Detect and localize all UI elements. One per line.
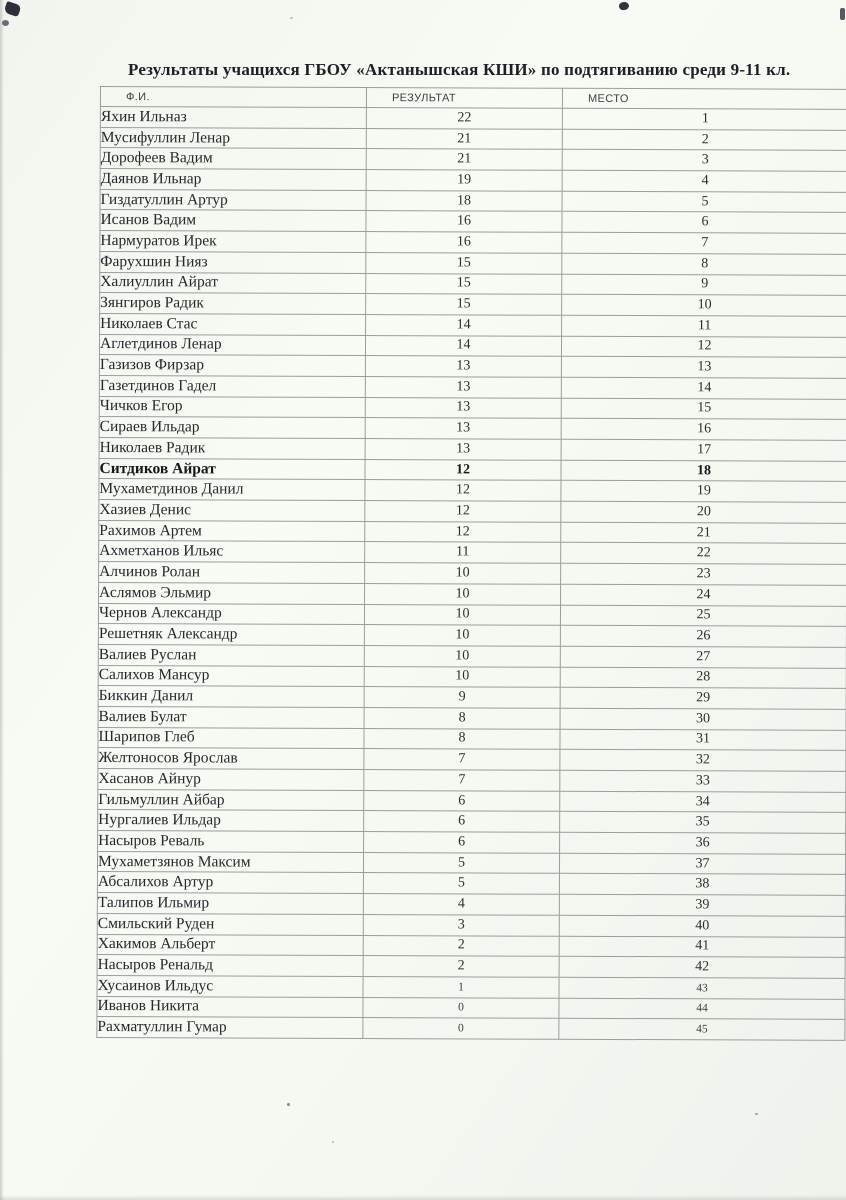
student-name-cell: Иванов Никита <box>97 996 363 1018</box>
student-name-cell: Чичков Егор <box>99 396 365 418</box>
table-row <box>100 189 846 213</box>
student-name-cell: Ситдиков Айрат <box>99 458 365 480</box>
place-cell: 5 <box>562 191 846 213</box>
table-row <box>100 293 846 317</box>
scan-artifact <box>840 8 845 20</box>
place-cell: 26 <box>560 625 846 647</box>
table-row <box>100 313 846 337</box>
table-row <box>99 375 846 399</box>
scan-speck <box>332 1141 334 1143</box>
place-cell: 41 <box>559 936 845 958</box>
place-cell: 33 <box>560 770 846 792</box>
result-cell: 10 <box>364 604 560 625</box>
table-row <box>100 251 846 275</box>
place-cell: 9 <box>562 274 846 296</box>
table-row <box>98 748 846 772</box>
place-cell: 12 <box>561 336 846 358</box>
student-name-cell: Нармуратов Ирек <box>100 231 366 253</box>
header-place-column: МЕСТО <box>562 88 846 109</box>
scan-speck <box>290 17 293 19</box>
place-cell: 17 <box>561 439 846 461</box>
table-row <box>100 127 846 151</box>
result-cell: 12 <box>365 480 561 501</box>
scan-edge-shadow-bottom <box>0 1195 846 1200</box>
place-cell: 34 <box>560 791 846 813</box>
place-cell: 13 <box>561 357 846 379</box>
place-cell: 44 <box>559 998 845 1020</box>
student-name-cell: Валиев Руслан <box>98 644 364 666</box>
table-row <box>100 148 846 172</box>
result-cell: 5 <box>363 873 559 894</box>
student-name-cell: Газетдинов Гадел <box>99 375 365 397</box>
table-row <box>97 851 845 875</box>
place-cell: 42 <box>559 956 845 978</box>
table-row <box>97 872 845 896</box>
place-cell: 22 <box>561 543 846 565</box>
place-cell: 20 <box>561 501 846 523</box>
student-name-cell: Насыров Ренальд <box>97 955 363 977</box>
result-cell: 12 <box>365 501 561 522</box>
place-cell: 35 <box>560 812 846 834</box>
scan-speck <box>755 1113 758 1115</box>
table-row <box>99 582 846 606</box>
result-cell: 12 <box>365 521 561 542</box>
place-cell: 38 <box>559 874 845 896</box>
table-row <box>99 334 846 358</box>
student-name-cell: Биккин Данил <box>98 686 364 708</box>
table-row <box>99 458 846 482</box>
table-row <box>99 355 846 379</box>
result-cell: 6 <box>364 790 560 811</box>
table-row <box>98 603 846 627</box>
student-name-cell: Ахметханов Ильяс <box>99 541 365 563</box>
place-cell: 36 <box>560 832 846 854</box>
result-cell: 14 <box>366 314 562 335</box>
result-cell: 2 <box>363 956 559 977</box>
table-row <box>98 768 846 792</box>
place-cell: 24 <box>561 584 846 606</box>
table-row <box>99 500 846 524</box>
table-row <box>98 831 846 855</box>
place-cell: 1 <box>562 108 846 130</box>
place-cell: 8 <box>562 253 846 275</box>
result-cell: 21 <box>366 149 562 170</box>
place-cell: 3 <box>562 150 846 172</box>
student-name-cell: Газизов Фирзар <box>99 355 365 377</box>
place-cell: 16 <box>561 419 846 441</box>
results-table-body <box>97 107 846 1041</box>
student-name-cell: Алчинов Ролан <box>99 562 365 584</box>
result-cell: 15 <box>366 273 562 294</box>
result-cell: 0 <box>363 1018 559 1039</box>
result-cell: 6 <box>364 832 560 853</box>
student-name-cell: Хусаинов Ильдус <box>97 975 363 997</box>
student-name-cell: Салихов Мансур <box>98 665 364 687</box>
result-cell: 16 <box>366 232 562 253</box>
student-name-cell: Шарипов Глеб <box>98 727 364 749</box>
place-cell: 6 <box>562 212 846 234</box>
place-cell: 45 <box>559 1019 845 1041</box>
student-name-cell: Даянов Ильнар <box>100 169 366 191</box>
student-name-cell: Гиздатуллин Артур <box>100 189 366 211</box>
result-cell: 4 <box>363 894 559 915</box>
student-name-cell: Аслямов Эльмир <box>99 582 365 604</box>
student-name-cell: Желтоносов Ярослав <box>98 748 364 770</box>
table-row <box>99 541 846 565</box>
result-cell: 10 <box>365 583 561 604</box>
student-name-cell: Насыров Реваль <box>98 831 364 853</box>
table-row <box>98 624 846 648</box>
table-row <box>99 417 846 441</box>
result-cell: 11 <box>365 542 561 563</box>
table-row <box>99 520 846 544</box>
scan-artifact <box>4 1 22 17</box>
student-name-cell: Талипов Ильмир <box>97 893 363 915</box>
table-row <box>98 686 846 710</box>
document-title: Результаты учащихся ГБОУ «Актанышская КШИ» по подтягиванию среди 9-11 кл. <box>128 60 791 79</box>
table-row <box>99 396 846 420</box>
place-cell: 31 <box>560 729 846 751</box>
place-cell: 39 <box>559 894 845 916</box>
result-cell: 0 <box>363 997 559 1018</box>
place-cell: 32 <box>560 750 846 772</box>
place-cell: 11 <box>562 315 846 337</box>
table-row <box>97 893 845 917</box>
student-name-cell: Дорофеев Вадим <box>100 148 366 170</box>
student-name-cell: Аглетдинов Ленар <box>99 334 365 356</box>
student-name-cell: Сираев Ильдар <box>99 417 365 439</box>
student-name-cell: Зянгиров Радик <box>100 293 366 315</box>
result-cell: 1 <box>363 976 559 997</box>
table-row <box>98 706 846 730</box>
student-name-cell: Рахимов Артем <box>99 520 365 542</box>
result-cell: 7 <box>364 770 560 791</box>
scan-artifact <box>618 1 629 11</box>
place-cell: 7 <box>562 232 846 254</box>
result-cell: 5 <box>363 852 559 873</box>
scan-edge-shadow-left <box>0 0 4 1200</box>
place-cell: 23 <box>561 563 846 585</box>
student-name-cell: Хасанов Айнур <box>98 768 364 790</box>
table-row <box>97 1017 845 1041</box>
student-name-cell: Мухаметдинов Данил <box>99 479 365 501</box>
student-name-cell: Смильский Руден <box>97 913 363 935</box>
result-cell: 15 <box>366 294 562 315</box>
place-cell: 21 <box>561 522 846 544</box>
result-cell: 10 <box>365 563 561 584</box>
student-name-cell: Валиев Булат <box>98 706 364 728</box>
place-cell: 43 <box>559 977 845 999</box>
student-name-cell: Николаев Стас <box>100 313 366 335</box>
student-name-cell: Хазиев Денис <box>99 500 365 522</box>
result-cell: 2 <box>363 935 559 956</box>
result-cell: 10 <box>364 645 560 666</box>
place-cell: 25 <box>560 605 846 627</box>
result-cell: 12 <box>365 459 561 480</box>
place-cell: 40 <box>559 915 845 937</box>
place-cell: 37 <box>559 853 845 875</box>
header-name-column: Ф.И. <box>100 87 366 108</box>
place-cell: 18 <box>561 460 846 482</box>
result-cell: 13 <box>365 418 561 439</box>
student-name-cell: Чернов Александр <box>98 603 364 625</box>
student-name-cell: Нургалиев Ильдар <box>98 810 364 832</box>
table-row <box>99 479 846 503</box>
result-cell: 13 <box>365 397 561 418</box>
result-cell: 8 <box>364 707 560 728</box>
table-row <box>100 272 846 296</box>
table-row <box>98 727 846 751</box>
result-cell: 19 <box>366 170 562 191</box>
result-cell: 13 <box>365 376 561 397</box>
table-row <box>97 934 845 958</box>
result-cell: 18 <box>366 190 562 211</box>
table-row <box>98 644 846 668</box>
result-cell: 16 <box>366 211 562 232</box>
place-cell: 27 <box>560 646 846 668</box>
student-name-cell: Решетняк Александр <box>98 624 364 646</box>
student-name-cell: Исанов Вадим <box>100 210 366 232</box>
table-row <box>98 665 846 689</box>
place-cell: 29 <box>560 688 846 710</box>
result-cell: 22 <box>366 108 562 129</box>
table-row <box>97 975 845 999</box>
table-row <box>97 996 845 1020</box>
student-name-cell: Хакимов Альберт <box>97 934 363 956</box>
result-cell: 10 <box>364 666 560 687</box>
student-name-cell: Гильмуллин Айбар <box>98 789 364 811</box>
table-row <box>99 437 846 461</box>
table-row <box>97 955 845 979</box>
place-cell: 2 <box>562 129 846 151</box>
table-row <box>98 810 846 834</box>
place-cell: 19 <box>561 481 846 503</box>
result-cell: 3 <box>363 914 559 935</box>
header-result-column: РЕЗУЛЬТАТ <box>366 88 562 109</box>
result-cell: 13 <box>365 439 561 460</box>
place-cell: 10 <box>562 294 846 316</box>
scan-speck <box>287 1103 290 1106</box>
table-row <box>98 789 846 813</box>
table-row <box>100 107 846 131</box>
place-cell: 4 <box>562 170 846 192</box>
result-cell: 10 <box>364 625 560 646</box>
result-cell: 8 <box>364 728 560 749</box>
student-name-cell: Яхин Ильназ <box>100 107 366 129</box>
result-cell: 6 <box>364 811 560 832</box>
place-cell: 15 <box>561 398 846 420</box>
student-name-cell: Абсалихов Артур <box>97 872 363 894</box>
table-row <box>100 231 846 255</box>
student-name-cell: Халиуллин Айрат <box>100 272 366 294</box>
result-cell: 15 <box>366 252 562 273</box>
student-name-cell: Николаев Радик <box>99 437 365 459</box>
table-row <box>99 562 846 586</box>
table-row <box>100 210 846 234</box>
place-cell: 28 <box>560 667 846 689</box>
table-row <box>97 913 845 937</box>
result-cell: 9 <box>364 687 560 708</box>
result-cell: 7 <box>364 749 560 770</box>
result-cell: 13 <box>365 356 561 377</box>
table-row <box>100 169 846 193</box>
place-cell: 30 <box>560 708 846 730</box>
student-name-cell: Рахматуллин Гумар <box>97 1017 363 1039</box>
results-table <box>96 86 846 1041</box>
student-name-cell: Мусифуллин Ленар <box>100 127 366 149</box>
student-name-cell: Мухаметзянов Максим <box>97 851 363 873</box>
result-cell: 21 <box>366 128 562 149</box>
place-cell: 14 <box>561 377 846 399</box>
student-name-cell: Фарухшин Нияз <box>100 251 366 273</box>
result-cell: 14 <box>365 335 561 356</box>
